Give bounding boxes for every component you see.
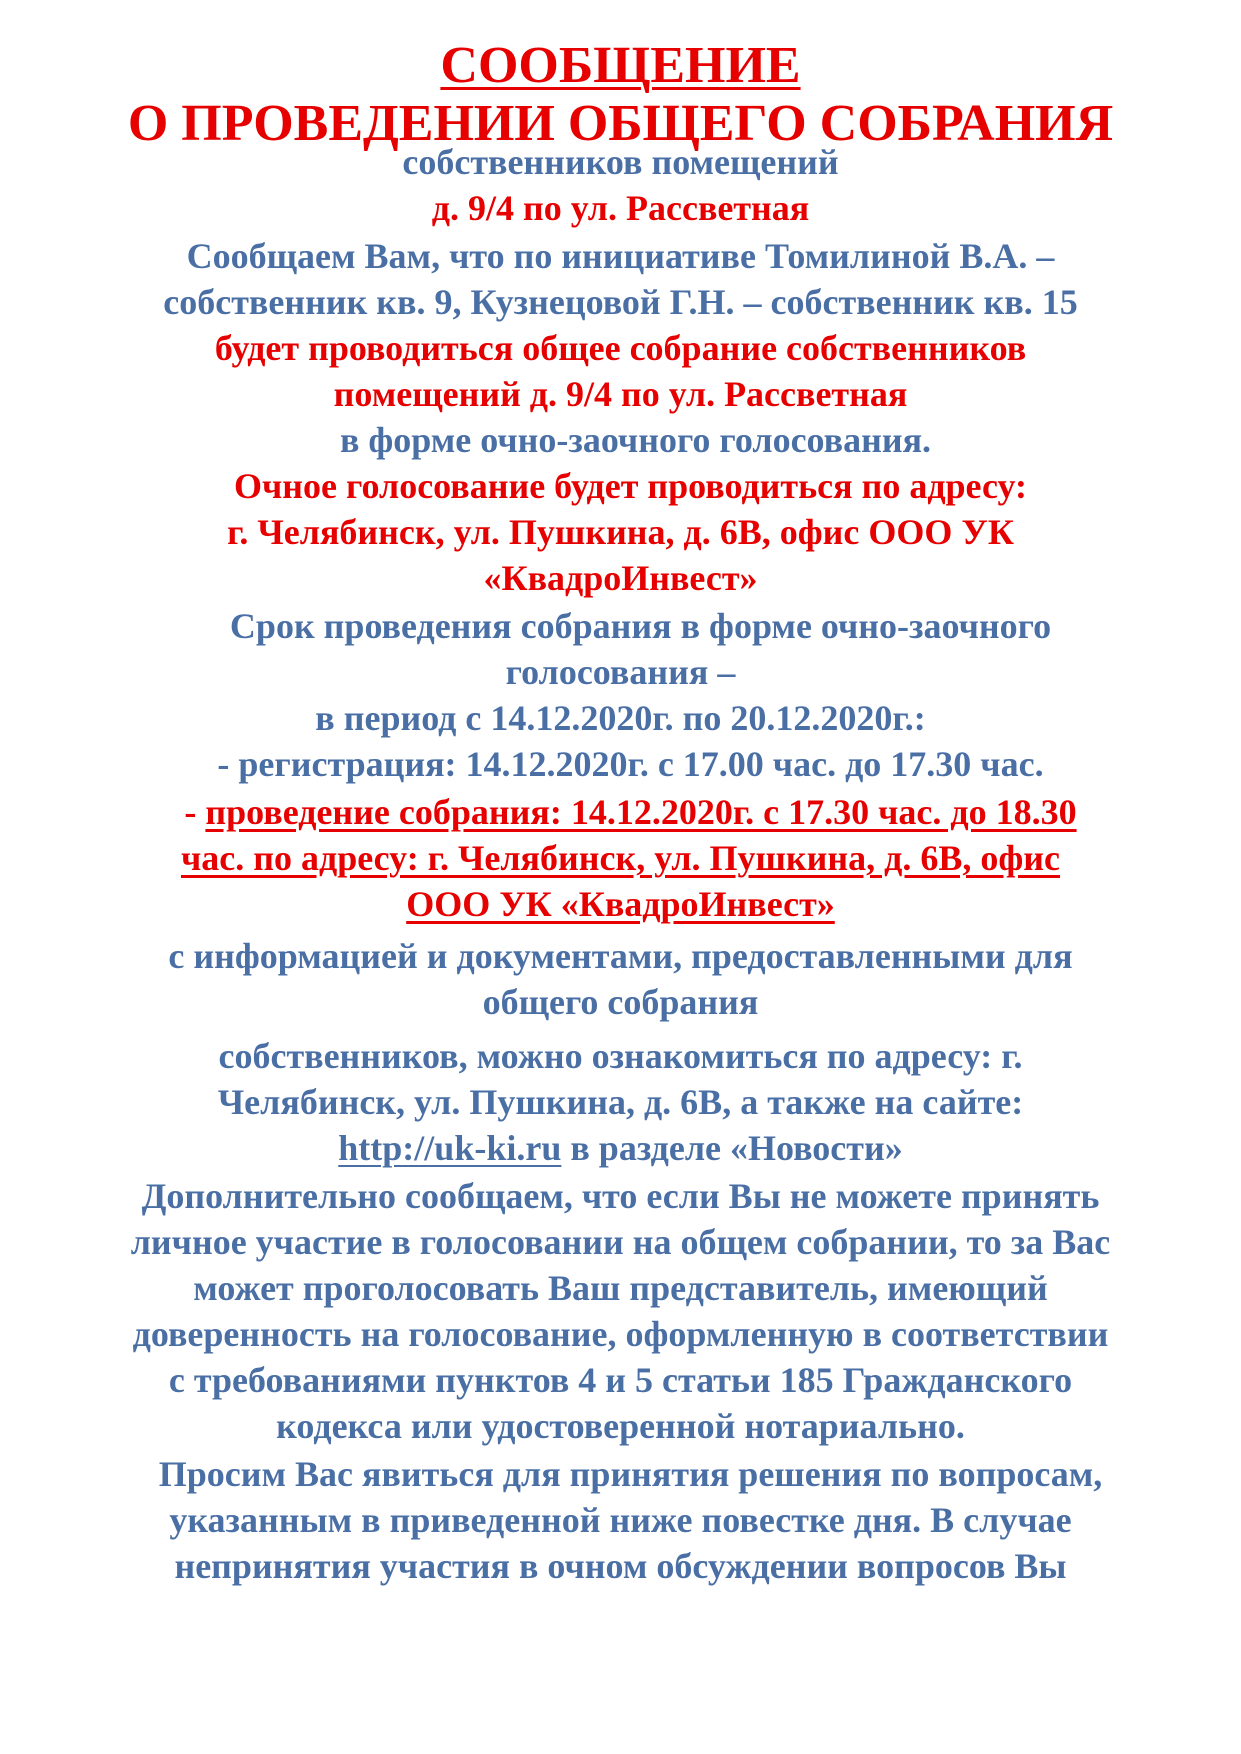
request-line-1: Просим Вас явиться для принятия решения по вопросам,	[158, 1454, 1103, 1494]
period-line-1: Срок проведения собрания в форме очно-заочного	[229, 606, 1052, 646]
holding-line-1	[0, 790, 1241, 834]
intro-line-1: Сообщаем Вам, что по инициативе Томилиной В.А. –	[186, 236, 1055, 276]
holding-text-1: проведение собрания: 14.12.2020г. с 17.30 час. до 18.30	[205, 792, 1077, 832]
in-person-line-2: г. Челябинск, ул. Пушкина, д. 6В, офис ООО УК	[227, 512, 1014, 552]
website-link[interactable]: http://uk-ki.ru	[338, 1128, 562, 1168]
docs-line-4: Челябинск, ул. Пушкина, д. 6В, а также на сайте:	[217, 1082, 1024, 1122]
period-line-3: в период с 14.12.2020г. по 20.12.2020г.:	[315, 698, 926, 738]
proxy-line-2: личное участие в голосовании на общем собрании, то за Вас	[130, 1222, 1111, 1262]
intro-line-2: собственник кв. 9, Кузнецовой Г.Н. – собственник кв. 15	[163, 282, 1078, 322]
docs-line-2: общего собрания	[482, 982, 759, 1022]
form-line: в форме очно-заочного голосования.	[339, 420, 932, 460]
in-person-line-1: Очное голосование будет проводиться по адресу:	[234, 466, 1027, 506]
proxy-line-1: Дополнительно сообщаем, что если Вы не можете принять	[141, 1176, 1100, 1216]
meeting-line-2: помещений д. 9/4 по ул. Рассветная	[333, 374, 908, 414]
subtitle-owners: собственников помещений	[402, 142, 839, 182]
docs-line-5	[0, 1126, 1241, 1170]
in-person-line-3: «КвадроИнвест»	[483, 558, 758, 598]
subtitle-address: д. 9/4 по ул. Рассветная	[431, 188, 810, 228]
proxy-line-6: кодекса или удостоверенной нотариально.	[276, 1406, 965, 1446]
holding-line-2: час. по адресу: г. Челябинск, ул. Пушкина, д. 6В, офис	[180, 838, 1061, 878]
docs-link-suffix: в разделе «Новости»	[561, 1128, 903, 1168]
request-line-2: указанным в приведенной ниже повестке дня. В случае	[169, 1500, 1072, 1540]
title-line-1: СООБЩЕНИЕ	[440, 37, 801, 94]
docs-line-1: с информацией и документами, предоставленными для	[168, 936, 1073, 976]
proxy-line-4: доверенность на голосование, оформленную в соответствии	[132, 1314, 1109, 1354]
request-line-3: непринятия участия в очном обсуждении вопросов Вы	[174, 1546, 1067, 1586]
meeting-line-1: будет проводиться общее собрание собственников	[214, 328, 1027, 368]
registration-line: - регистрация: 14.12.2020г. с 17.00 час. до 17.30 час.	[217, 744, 1044, 784]
holding-line-3: ООО УК «КвадроИнвест»	[406, 884, 835, 924]
proxy-line-3: может проголосовать Ваш представитель, имеющий	[193, 1268, 1048, 1308]
period-line-2: голосования –	[505, 652, 736, 692]
docs-line-3: собственников, можно ознакомиться по адресу: г.	[218, 1036, 1023, 1076]
title-line-2: О ПРОВЕДЕНИИ ОБЩЕГО СОБРАНИЯ	[127, 95, 1114, 152]
holding-prefix: -	[184, 792, 206, 832]
proxy-line-5: с требованиями пунктов 4 и 5 статьи 185 Гражданского	[168, 1360, 1073, 1400]
